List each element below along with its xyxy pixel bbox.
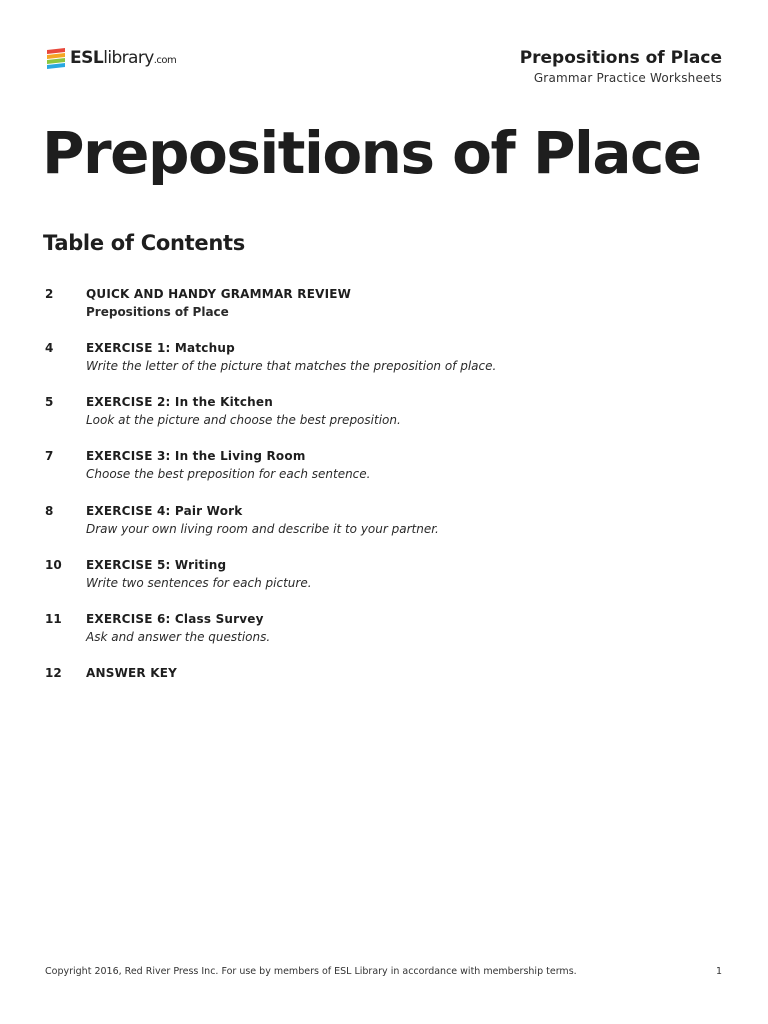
esl-library-stacked-pages-icon <box>45 46 67 70</box>
page-footer <box>45 966 722 982</box>
footer-page-number: 1 <box>715 966 722 977</box>
logo-wordmark <box>70 48 176 68</box>
toc-page-number: 12 <box>45 666 62 680</box>
toc-item-description: Draw your own living room and describe it to your partner. <box>86 522 439 536</box>
page-title: Prepositions of Place <box>42 119 701 187</box>
toc-item-title: EXERCISE 1: Matchup <box>86 341 235 355</box>
toc-page-number: 11 <box>45 612 62 626</box>
toc-page-number: 4 <box>45 341 54 355</box>
toc-item-description: Prepositions of Place <box>86 305 229 319</box>
toc-item-description: Write two sentences for each picture. <box>86 576 312 590</box>
logo-text-esl: ESL <box>70 48 104 68</box>
toc-page-number: 8 <box>45 504 54 518</box>
toc-item-title: QUICK AND HANDY GRAMMAR REVIEW <box>86 287 352 301</box>
document-header <box>520 48 722 86</box>
logo-text-domain: .com <box>153 55 177 66</box>
toc-item-description: Choose the best preposition for each sentence. <box>86 467 371 481</box>
toc-item-title: EXERCISE 4: Pair Work <box>86 504 243 518</box>
toc-item-description: Ask and answer the questions. <box>86 630 271 644</box>
toc-item-title: EXERCISE 5: Writing <box>86 558 227 572</box>
toc-item-title: ANSWER KEY <box>86 666 178 680</box>
footer-copyright: Copyright 2016, Red River Press Inc. For use by members of ESL Library in accordance with membership terms. <box>45 966 577 977</box>
toc-heading: Table of Contents <box>43 231 245 255</box>
header-title: Prepositions of Place <box>519 48 722 68</box>
toc-item-title: EXERCISE 6: Class Survey <box>86 612 264 626</box>
header-subtitle: Grammar Practice Worksheets <box>533 71 722 85</box>
logo-text-library: library <box>103 48 154 68</box>
toc-page-number: 10 <box>45 558 62 572</box>
toc-item-title: EXERCISE 2: In the Kitchen <box>86 395 273 409</box>
toc-item-description: Write the letter of the picture that matches the preposition of place. <box>86 359 497 373</box>
toc-page-number: 7 <box>45 449 54 463</box>
toc-page-number: 2 <box>45 287 54 301</box>
toc-item-title: EXERCISE 3: In the Living Room <box>86 449 306 463</box>
toc-page-number: 5 <box>45 395 54 409</box>
toc-item-description: Look at the picture and choose the best preposition. <box>86 413 401 427</box>
esl-library-logo <box>45 44 176 72</box>
